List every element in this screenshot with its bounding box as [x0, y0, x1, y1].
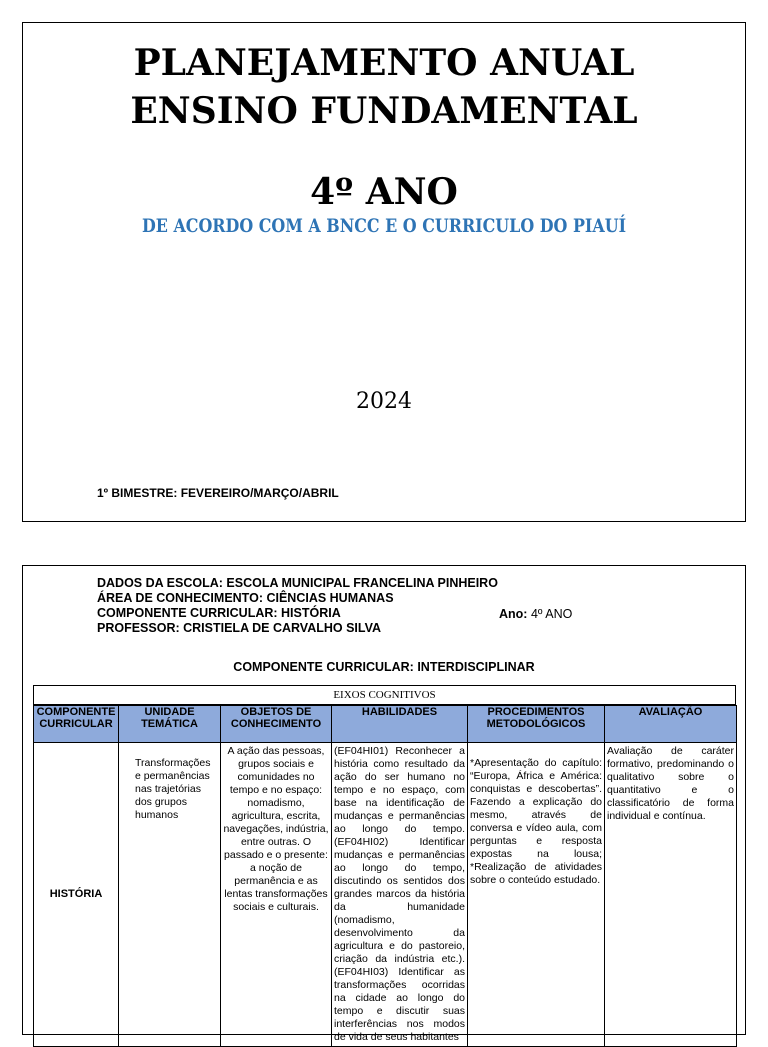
- cover-grade: 4º ANO: [310, 171, 458, 213]
- eixos-header: EIXOS COGNITIVOS: [33, 685, 736, 705]
- curricular-component: COMPONENTE CURRICULAR: HISTÓRIA: [97, 606, 341, 620]
- header-row: [34, 706, 737, 743]
- school-name: DADOS DA ESCOLA: ESCOLA MUNICIPAL FRANCELINA PINHEIRO: [97, 576, 498, 590]
- cover-bimester: 1º BIMESTRE: FEVEREIRO/MARÇO/ABRIL: [97, 486, 339, 500]
- header-unidade: UNIDADE TEMÁTICA: [119, 706, 221, 743]
- plan-page: [22, 565, 746, 1043]
- grade-field: [499, 607, 572, 621]
- cell-unidade: Transformações e permanências nas trajetórias dos grupos humanos: [119, 743, 221, 1047]
- cell-objetos: A ação das pessoas, grupos sociais e comunidades no tempo e no espaço: nomadismo, agricultura, escrita, navegações, indústria, entre outras. O passado e o presente: a noção de permanência e as lentas transformações sociais e culturais.: [221, 743, 332, 1047]
- knowledge-area: ÁREA DE CONHECIMENTO: CIÊNCIAS HUMANAS: [97, 591, 394, 605]
- cell-avaliacao: Avaliação de caráter formativo, predominando o qualitativo sobre o quantitativo e o classificatório de forma individual e contínua.: [605, 743, 737, 1047]
- planning-table: [33, 685, 736, 1047]
- grade-label: Ano:: [499, 607, 528, 621]
- header-habilidades: HABILIDADES: [332, 706, 468, 743]
- school-info: [97, 576, 498, 636]
- cover-subtitle: DE ACORDO COM A BNCC E O CURRICULO DO PIAUÍ: [141, 216, 627, 237]
- cover-year: 2024: [356, 389, 412, 414]
- header-avaliacao: AVALIAÇÃO: [605, 706, 737, 743]
- header-objetos: OBJETOS DE CONHECIMENTO: [221, 706, 332, 743]
- cover-page: [22, 22, 746, 522]
- cover-title: [23, 39, 745, 135]
- cell-habilidades: (EF04HI01) Reconhecer a história como resultado da ação do ser humano no tempo e no espaço, com base na identificação de mudanças e permanências ao longo do tempo. (EF04HI02) Identificar mudanças e permanências ao longo do tempo, discutindo os sentidos dos grandes marcos da história da humanidade (nomadismo, desenvolvimento da agricultura e do pastoreio, criação da indústria etc.). (EF04HI03) Identificar as transformações ocorridas na cidade ao longo do tempo e discutir suas interferências nos modos de vida de seus habitantes: [332, 743, 468, 1047]
- interdisciplinary-heading: COMPONENTE CURRICULAR: INTERDISCIPLINAR: [233, 660, 535, 674]
- cell-componente: HISTÓRIA: [34, 743, 119, 1047]
- cover-title-line2: ENSINO FUNDAMENTAL: [130, 90, 638, 132]
- header-componente: COMPONENTE CURRICULAR: [34, 706, 119, 743]
- grade-value: 4º ANO: [530, 607, 573, 621]
- professor-name: PROFESSOR: CRISTIELA DE CARVALHO SILVA: [97, 621, 382, 635]
- cover-title-line1: PLANEJAMENTO ANUAL: [133, 42, 635, 84]
- planning-grid: [33, 705, 737, 1047]
- header-procedimentos: PROCEDIMENTOS METODOLÓGICOS: [468, 706, 605, 743]
- cell-procedimentos: *Apresentação do capítulo: “Europa, África e América: conquistas e descobertas”. Fazendo a explicação do mesmo, através de conversa e vídeo aula, com perguntas e resposta expostas na lousa; *Realização de atividades sobre o conteúdo estudado.: [468, 743, 605, 1047]
- table-row: [34, 743, 737, 1047]
